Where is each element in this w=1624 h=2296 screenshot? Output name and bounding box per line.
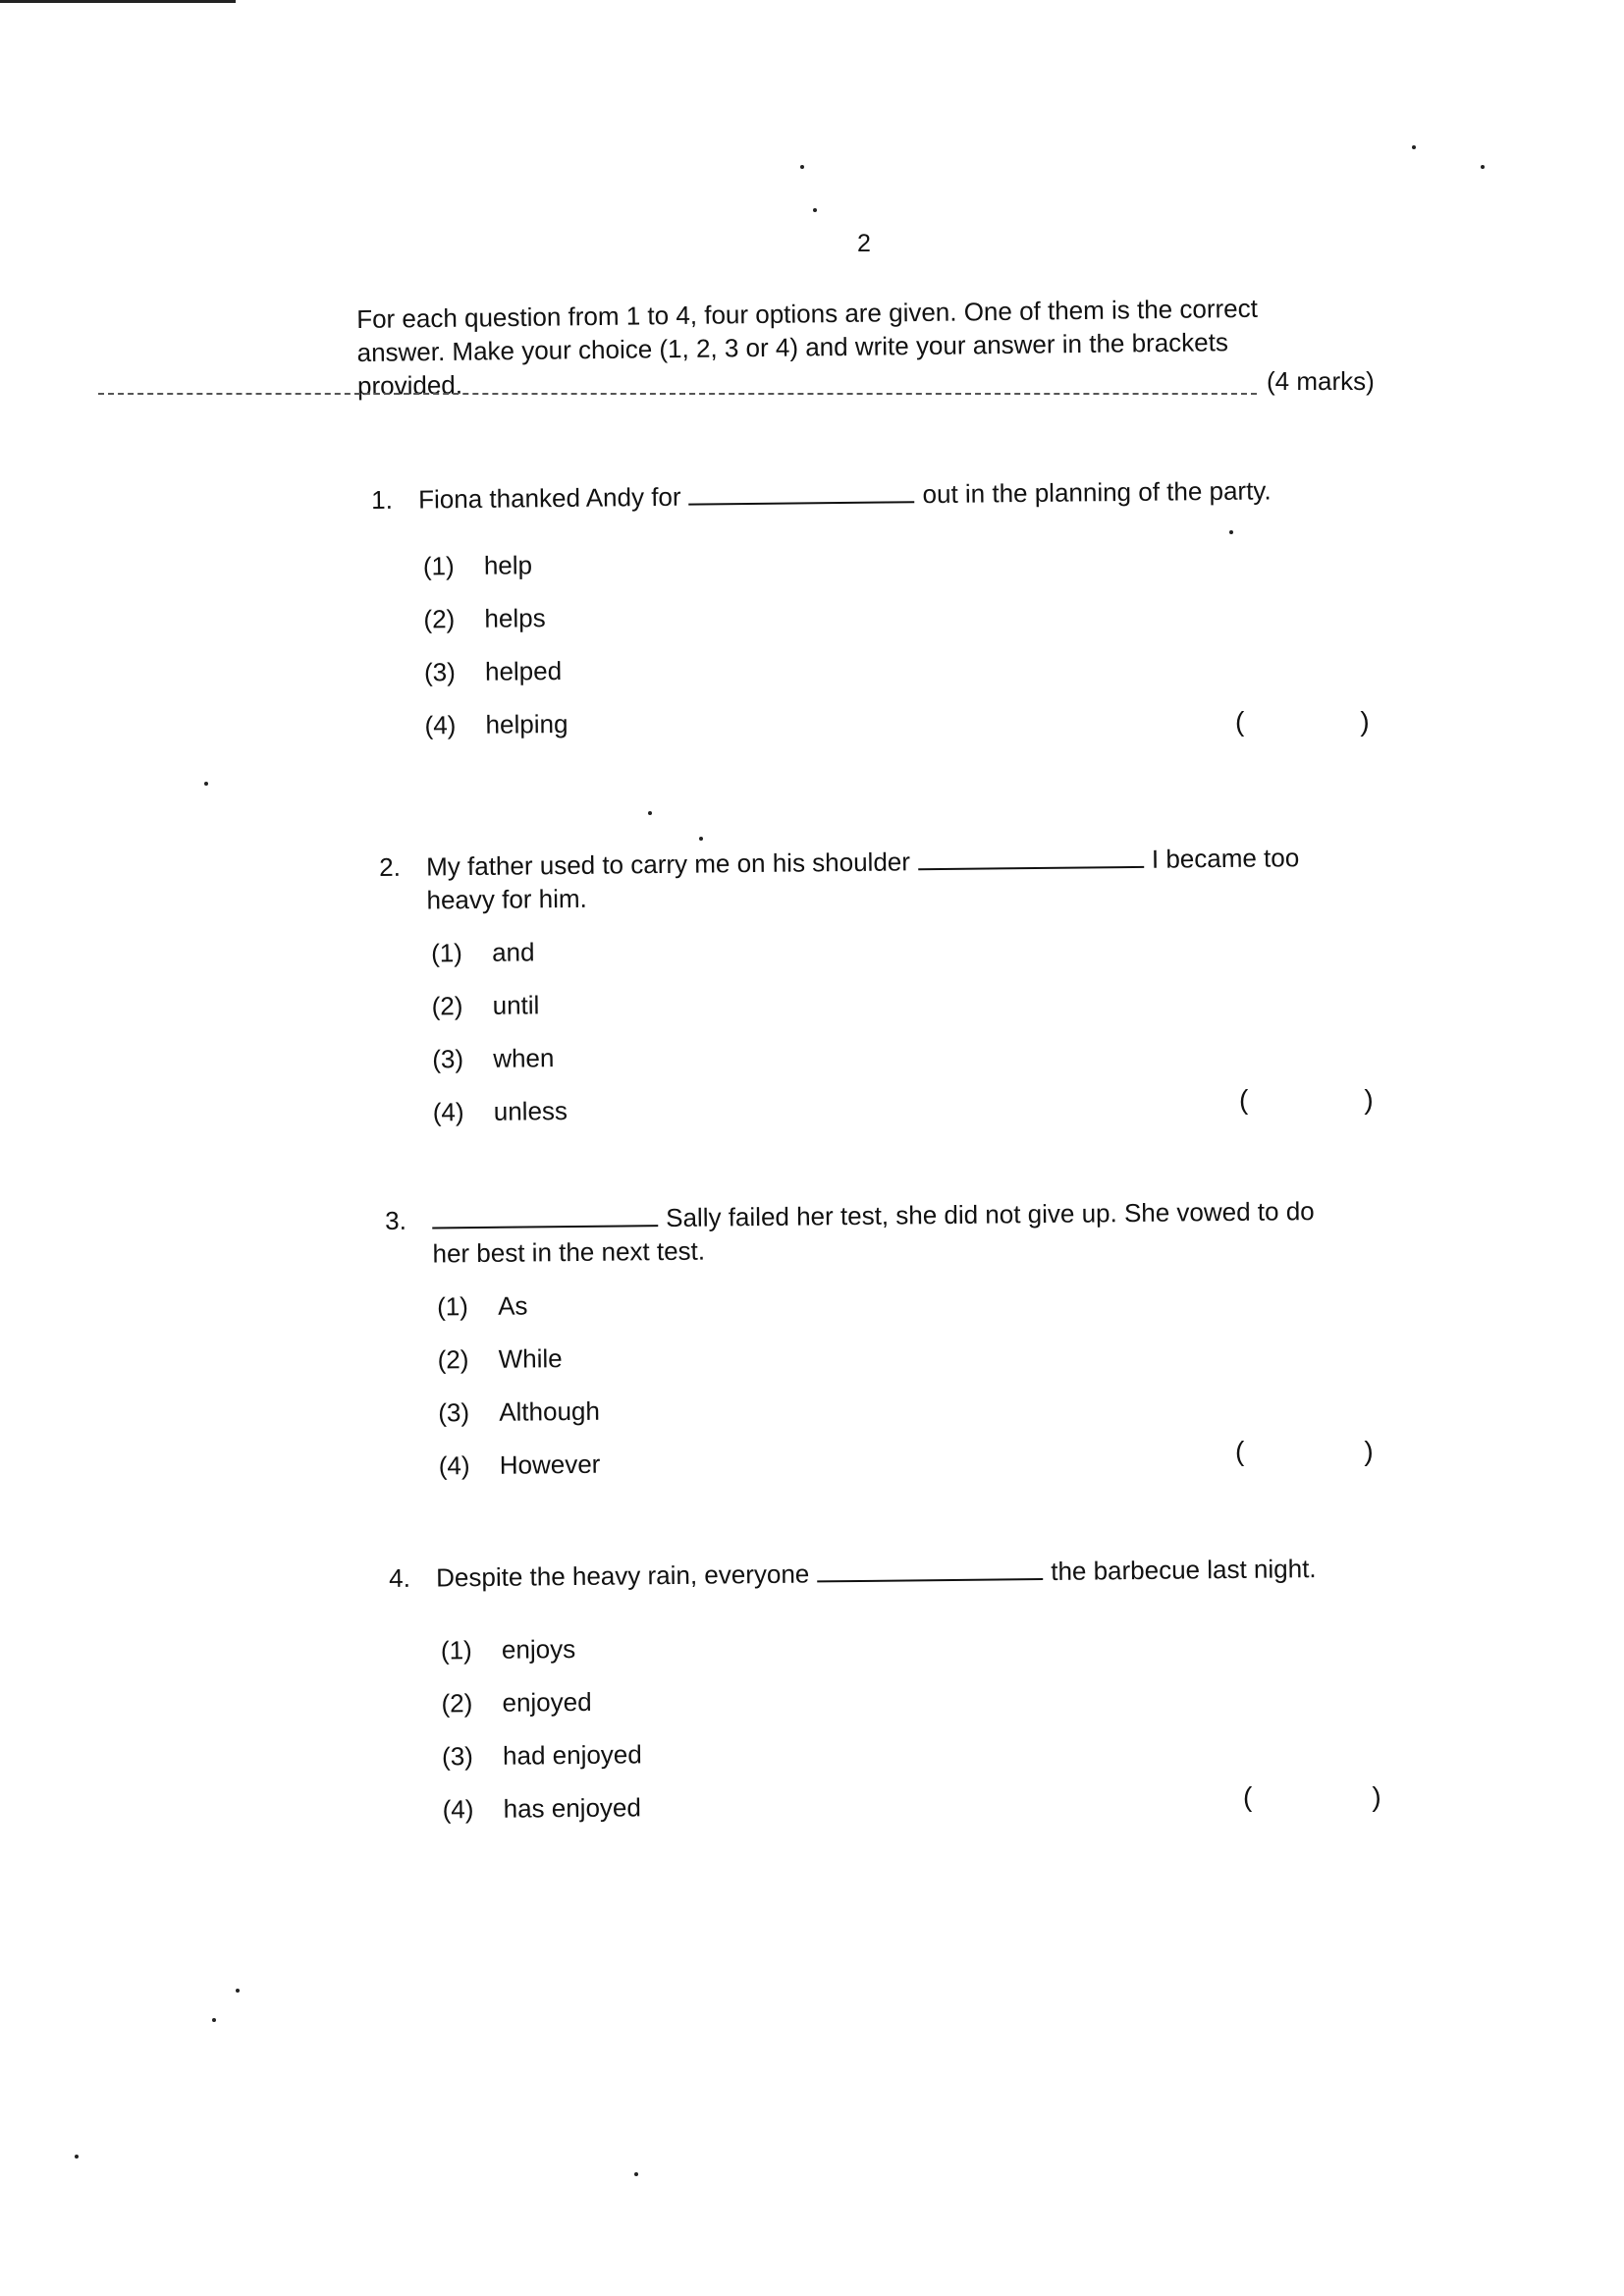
option-4 [442,1783,1319,1845]
question-text-after: the barbecue last night. [1051,1554,1317,1586]
scan-speck [1229,530,1233,534]
bracket-open: ( [1235,706,1245,737]
answer-blank [688,479,914,505]
bracket-close: ) [1364,1084,1374,1115]
option-number: (2) [431,991,463,1021]
options-list [380,927,1302,1149]
question-stem [389,1552,1317,1595]
scan-speck [1412,145,1416,149]
option-text: had enjoyed [502,1739,642,1771]
option-1 [431,927,1301,989]
option-number: (3) [432,1044,464,1074]
option-number: (1) [440,1635,472,1666]
option-text: enjoyed [502,1686,592,1718]
question-text-after: out in the planning of the party. [922,475,1272,510]
answer-blank [817,1557,1043,1582]
question-text-after: I became too [1151,843,1300,874]
marks-label: (4 marks) [1267,366,1375,396]
option-number: (1) [422,551,455,581]
question-number: 1. [371,484,394,515]
bracket-close: ) [1372,1781,1381,1812]
question-2 [379,841,1302,1149]
question-text-before: Despite the heavy rain, everyone [436,1558,810,1593]
scan-speck [1481,165,1485,169]
instructions-line-2: answer. Make your choice (1, 2, 3 or 4) and write your answer in the brackets [356,327,1229,367]
scan-speck [75,2155,79,2159]
option-text: when [493,1043,555,1073]
option-text: helps [484,603,546,633]
option-number: (3) [438,1397,470,1428]
option-1 [437,1281,1316,1342]
question-stem [371,473,1272,517]
scan-speck [648,811,652,815]
option-number: (4) [442,1794,474,1825]
question-continuation: heavy for him. [426,883,587,915]
scan-speck [699,837,703,841]
scan-speck [800,165,804,169]
option-number: (4) [438,1450,470,1481]
option-number: (2) [423,604,456,634]
option-number: (2) [437,1344,469,1375]
option-number: (2) [441,1688,473,1719]
option-number: (3) [423,657,456,687]
option-4 [439,1440,1318,1502]
page-number: 2 [857,230,871,257]
question-number: 2. [379,851,402,882]
option-4 [424,699,1273,761]
question-number: 4. [389,1562,411,1593]
question-4 [389,1552,1319,1846]
scan-speck [204,782,208,786]
option-text: has enjoyed [503,1792,642,1824]
option-number: (4) [432,1097,464,1127]
scan-speck [634,2172,638,2176]
option-text: Although [499,1395,601,1427]
option-1 [441,1624,1318,1686]
bracket-open: ( [1239,1084,1249,1115]
answer-bracket-2[interactable] [1239,1084,1374,1116]
options-list [386,1281,1318,1503]
question-continuation: her best in the next test. [432,1235,706,1269]
option-text: While [498,1343,563,1374]
scan-speck [236,1989,240,1993]
answer-bracket-1[interactable] [1235,706,1370,738]
dashed-divider [98,393,1257,395]
instructions [356,290,1388,403]
option-text: However [499,1449,601,1480]
option-3 [438,1387,1317,1449]
question-number: 3. [385,1205,407,1235]
scan-speck [212,2018,216,2022]
option-3 [432,1033,1302,1095]
option-1 [423,540,1272,602]
answer-bracket-3[interactable] [1235,1436,1374,1467]
option-text: unless [493,1096,568,1126]
option-2 [423,593,1272,655]
answer-bracket-4[interactable] [1243,1781,1381,1813]
question-1 [371,473,1273,762]
bracket-open: ( [1235,1436,1245,1466]
instructions-line-1: For each question from 1 to 4, four options are given. One of them is the correct [356,293,1259,334]
option-number: (4) [424,710,457,740]
option-text: As [497,1290,528,1321]
option-number: (1) [430,938,463,968]
question-text-after: Sally failed her test, she did not give up. She vowed to do [666,1196,1315,1233]
option-text: until [492,990,540,1020]
option-2 [431,980,1301,1042]
option-text: helping [485,708,568,739]
instructions-line-3: provided. [356,369,463,401]
option-2 [437,1334,1316,1395]
option-text: help [483,550,533,580]
option-3 [424,646,1273,708]
answer-blank [918,845,1144,870]
bracket-open: ( [1243,1781,1253,1812]
scan-speck [813,208,817,212]
option-text: and [491,937,535,967]
option-4 [433,1086,1303,1148]
option-text: enjoys [501,1634,576,1665]
option-3 [442,1730,1319,1792]
question-text-before: My father used to carry me on his shoulder [426,847,911,882]
option-number: (3) [441,1741,474,1772]
bracket-close: ) [1364,1436,1374,1466]
option-2 [441,1677,1318,1739]
options-list [390,1624,1320,1846]
bracket-close: ) [1360,706,1370,737]
top-rule [0,0,236,3]
question-text-before: Fiona thanked Andy for [418,481,681,515]
question-3 [385,1194,1318,1503]
answer-blank [432,1203,658,1229]
options-list [372,540,1274,762]
option-text: helped [484,655,563,686]
option-number: (1) [436,1291,469,1322]
